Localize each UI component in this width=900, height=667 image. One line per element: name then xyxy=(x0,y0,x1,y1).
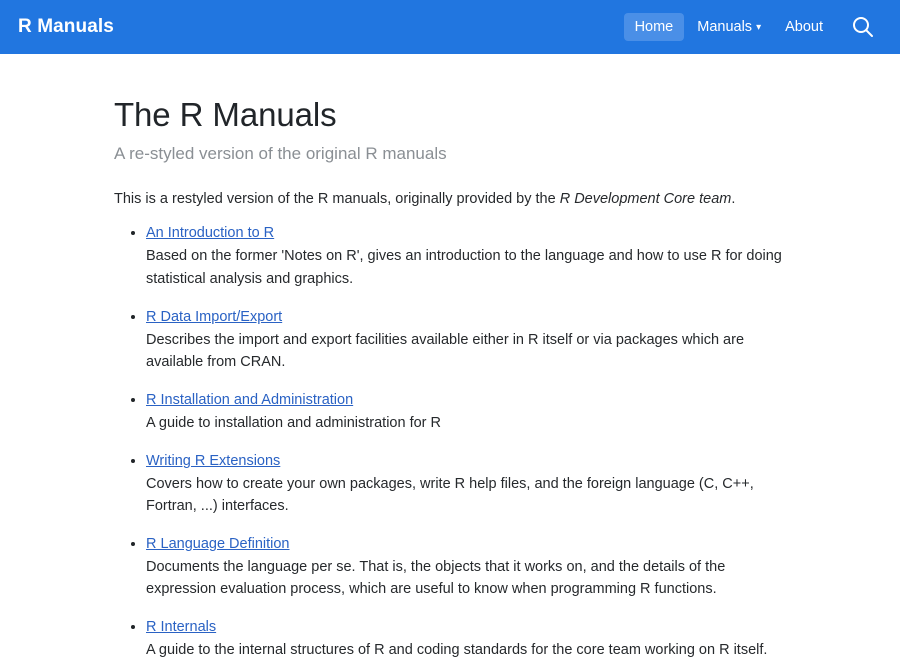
intro-paragraph xyxy=(114,188,790,210)
nav-item-manuals-label: Manuals xyxy=(697,19,753,35)
intro-emphasis: R Development Core team xyxy=(559,191,732,207)
manual-description: A guide to installation and administration for R xyxy=(146,414,442,431)
main-content xyxy=(0,54,900,662)
manual-description: A guide to the internal structures of R and coding standards for the core team working on R itself. xyxy=(146,641,768,658)
manual-description: Covers how to create your own packages, write R help files, and the foreign language (C, C++, Fortran, ...) interfaces. xyxy=(146,475,754,515)
manual-description: Based on the former 'Notes on R', gives an introduction to the language and how to use R for doing statistical analysis and graphics. xyxy=(146,248,782,288)
manual-link-intro[interactable]: An Introduction to R xyxy=(146,225,275,242)
page-title: The R Manuals xyxy=(114,96,337,133)
list-item xyxy=(146,618,790,662)
list-item xyxy=(146,391,790,435)
list-item xyxy=(146,535,790,601)
nav-item-home[interactable] xyxy=(624,13,685,41)
manual-link-language-definition[interactable]: R Language Definition xyxy=(146,535,290,552)
chevron-down-icon: ▾ xyxy=(756,21,762,33)
top-navbar xyxy=(0,0,900,54)
manual-list xyxy=(114,224,790,661)
nav-item-about-label: About xyxy=(785,19,823,35)
nav-links xyxy=(624,13,882,41)
list-item xyxy=(146,224,790,290)
manual-description: Documents the language per se. That is, the objects that it works on, and the details of the expression evaluation process, which are useful to know when programming R functions. xyxy=(146,558,726,598)
intro-text-after: . xyxy=(731,191,736,207)
manual-link-internals[interactable]: R Internals xyxy=(146,618,217,635)
nav-item-home-label: Home xyxy=(634,19,674,35)
manual-description: Describes the import and export facilities available either in R itself or via packages which are available from CRAN. xyxy=(146,331,745,371)
manual-link-data-import-export[interactable]: R Data Import/Export xyxy=(146,308,283,325)
manual-link-installation-administration[interactable]: R Installation and Administration xyxy=(146,391,354,408)
manual-link-writing-extensions[interactable]: Writing R Extensions xyxy=(146,452,281,469)
list-item xyxy=(146,452,790,518)
search-icon[interactable] xyxy=(850,14,876,40)
intro-text-before: This is a restyled version of the R manuals, originally provided by the xyxy=(114,191,560,207)
nav-item-about[interactable] xyxy=(774,13,834,41)
page-subtitle: A re-styled version of the original R manuals xyxy=(114,144,447,163)
nav-item-manuals[interactable] xyxy=(686,13,772,41)
list-item xyxy=(146,308,790,374)
brand-title[interactable]: R Manuals xyxy=(18,16,114,37)
